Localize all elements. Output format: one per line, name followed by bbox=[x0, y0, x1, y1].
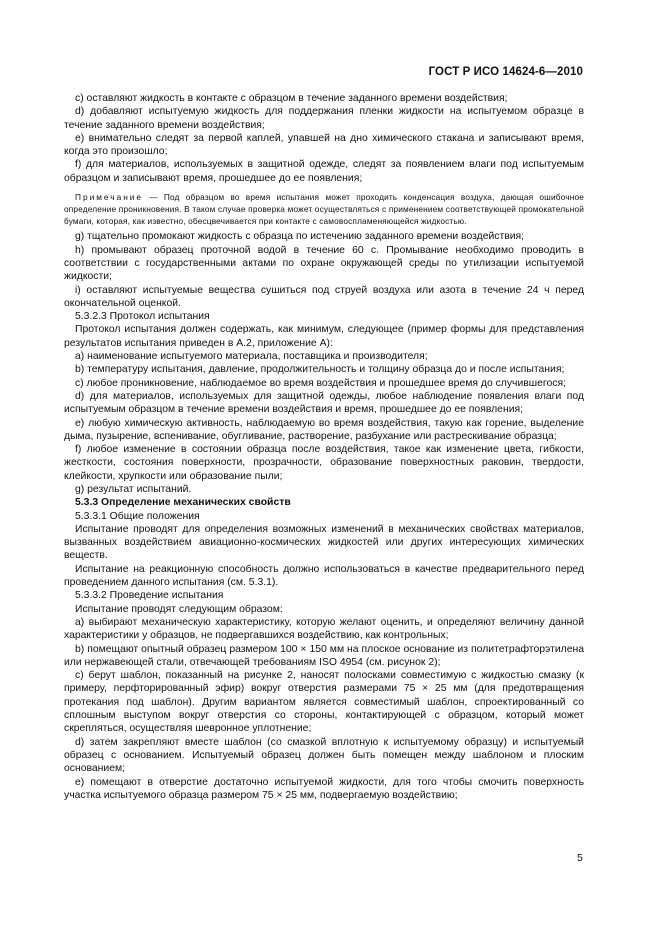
paragraph: Испытание на реакционную способность должно использоваться в качестве предварительного перед проведением данного испытания (см. 5.3.1). bbox=[64, 563, 584, 589]
list-item-e: e) любую химическую активность, наблюдаемую во время воздействия, такую как горение, выделение дыма, пузырение, вспенивание, обугливание, растворение, разбухание или растрескивание образца; bbox=[64, 417, 584, 442]
paragraph: Испытание проводят следующим образом: bbox=[75, 603, 283, 615]
list-item-h: h) промывают образец проточной водой в течение 60 с. Промывание необходимо проводить в соответствии с государственными актами по охране окружающей среды по утилизации испытуемой жидкости; bbox=[64, 244, 584, 283]
list-item-d: d) для материалов, используемых для защитной одежды, любое наблюдение появления влаги под испытуемым образцом в течение времени воздействия и время, прошедшее до ее появления; bbox=[64, 390, 584, 416]
list-item-a: a) выбирают механическую характеристику, которую желают оценить, и определяют величину данной характеристики у образцов, не подвергавшихся воздействию, как контрольных; bbox=[64, 616, 584, 642]
page-number: 5 bbox=[577, 852, 583, 864]
list-item-f: f) любое изменение в состоянии образца после воздействия, такое как изменение цвета, гибкости, жесткости, состояния поверхности, прозрачности, образование поверхностных раковин, твердости, клейкости, хрупкости или образование пыли; bbox=[64, 444, 584, 482]
section-heading-5-3-3: 5.3.3 Определение механических свойств bbox=[75, 497, 291, 509]
section-heading-5-3-2-3: 5.3.2.3 Протокол испытания bbox=[75, 311, 210, 323]
list-item-b: b) температуру испытания, давление, продолжительность и толщину образца до и после испытания; bbox=[75, 364, 565, 376]
section-heading-5-3-3-1: 5.3.3.1 Общие положения bbox=[75, 510, 200, 522]
list-item-f: f) для материалов, используемых в защитной одежде, следят за появлением влаги под испытуемым образцом и записывают время, прошедшее до ее появления; bbox=[64, 159, 584, 184]
note-paragraph bbox=[64, 191, 584, 227]
document-header: ГОСТ Р ИСО 14624-6—2010 bbox=[428, 66, 583, 78]
paragraph: Испытание проводят для определения возможных изменений в механических свойствах материалов, вызванных воздействием авиационно-космических жидкостей или других интересующих химических веществ. bbox=[64, 523, 584, 562]
list-item-a: a) наименование испытуемого материала, поставщика и производителя; bbox=[75, 351, 428, 363]
paragraph: Протокол испытания должен содержать, как минимум, следующее (пример формы для представления результатов испытания приведен в А.2, приложение А): bbox=[64, 324, 584, 349]
list-item-d: d) затем закрепляют вместе шаблон (со смазкой вплотную к испытуемому образцу) и испытуемый образец с основанием. Испытуемый образец должен быть помещен между шаблоном и плоским основанием; bbox=[64, 736, 584, 775]
list-item-g: g) результат испытаний. bbox=[75, 484, 192, 495]
list-item-g: g) тщательно промокают жидкость с образца по истечению заданного времени воздействия; bbox=[75, 231, 525, 243]
list-item-e: e) внимательно следят за первой каплей, упавшей на дно химического стакана и записывают время, когда это произошло; bbox=[64, 132, 584, 158]
note-text: — Под образцом во время испытания может проходить конденсация воздуха, дающая ошибочное определение проникновения. В таком случае проверка может осуществляться с применением соответствующей промокательной бумаги, которая, как известно, обесцвечивается при контакте с самовоспламеняющейся жидкостью. bbox=[64, 192, 584, 227]
list-item-e: e) помещают в отверстие достаточно испытуемой жидкости, для того чтобы смочить поверхность участка испытуемого образца размером 75 × 25 мм, подвергаемую воздействию; bbox=[64, 776, 584, 801]
note-label: Примечание bbox=[75, 192, 144, 203]
list-item-c: c) оставляют жидкость в контакте с образцом в течение заданного времени воздействия; bbox=[75, 93, 508, 104]
list-item-c: c) берут шаблон, показанный на рисунке 2, наносят полосками совместимую с жидкостью смазку (к примеру, перфторированный эфир) вокруг отверстия размерами 75 × 25 мм (для предотвращения протекания под шаблон). Другим вариантом является совместимый шаблон, спроектированный со сплошным выступом вокруг отверстия со стороны, контактирующей с образцом, который может скрепляться, осуществляя шевронное уплотнение; bbox=[64, 670, 584, 735]
list-item-b: b) помещают опытный образец размером 100 × 150 мм на плоское основание из политетрафторэтилена или нержавеющей стали, отвечающей требованиям ISO 4954 (см. рисунок 2); bbox=[64, 643, 584, 668]
list-item-c: c) любое проникновение, наблюдаемое во время воздействия и прошедшее время до случившегося; bbox=[75, 377, 566, 389]
list-item-d: d) добавляют испытуемую жидкость для поддержания пленки жидкости на испытуемом образце в течение заданного времени воздействия; bbox=[64, 106, 584, 131]
list-item-i: i) оставляют испытуемые вещества сушиться под струей воздуха или азота в течение 24 ч перед окончательной оценкой. bbox=[64, 284, 584, 309]
section-heading-5-3-3-2: 5.3.3.2 Проведение испытания bbox=[75, 590, 224, 602]
document-body bbox=[64, 92, 584, 802]
